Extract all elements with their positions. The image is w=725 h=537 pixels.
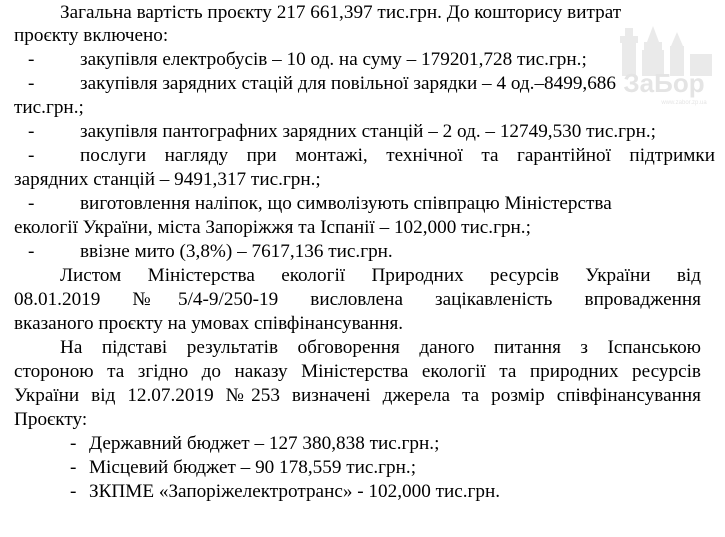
- cost-item-2-continued: тис.грн.;: [14, 97, 84, 118]
- list-item-text: Державний бюджет – 127 380,838 тис.грн.;: [89, 433, 440, 454]
- list-dash: -: [28, 193, 35, 214]
- cost-item-5: [14, 193, 701, 216]
- funding-item-1: [14, 433, 701, 456]
- list-item-text: закупівля зарядних стацій для повільної зарядки – 4 од.–8499,686: [80, 73, 616, 94]
- decision-line-4: Проєкту:: [14, 409, 88, 430]
- list-item-text: послуги нагляду при монтажі, технічної та гарантійної підтримки: [80, 145, 715, 166]
- decision-line-1: На підставі результатів обговорення даного питання з Іспанською: [60, 337, 701, 358]
- cost-item-5-continued: екології України, міста Запоріжжя та Іспанії – 102,000 тис.грн.;: [14, 217, 531, 238]
- list-item-text: Місцевий бюджет – 90 178,559 тис.грн.;: [89, 457, 417, 478]
- list-dash: -: [28, 49, 35, 70]
- cost-item-1: [14, 49, 701, 72]
- list-item-text: закупівля пантографних зарядних станцій – 2 од. – 12749,530 тис.грн.;: [80, 121, 656, 142]
- cost-item-4-continued: зарядних станцій – 9491,317 тис.грн.;: [14, 169, 321, 190]
- cost-item-6: [14, 241, 701, 264]
- intro-line-1: Загальна вартість проєкту 217 661,397 тис.грн. До кошторису витрат: [60, 2, 622, 23]
- letter-line-2: 08.01.2019 №5/4-9/250-19 висловлена зацікавленість впровадження: [14, 289, 701, 310]
- cost-item-2: [14, 73, 701, 96]
- letter-line-3: вказаного проєкту на умовах співфінансування.: [14, 313, 404, 334]
- cost-item-3: [14, 121, 701, 144]
- list-item-text: закупівля електробусів – 10 од. на суму – 179201,728 тис.грн.;: [80, 49, 587, 70]
- funding-item-3: [14, 481, 701, 504]
- list-dash: -: [28, 121, 35, 142]
- list-item-text: ввізне мито (3,8%) – 7617,136 тис.грн.: [80, 241, 393, 262]
- list-dash: -: [70, 457, 77, 478]
- list-dash: -: [28, 241, 35, 262]
- cost-item-4: [14, 145, 715, 168]
- funding-item-2: [14, 457, 701, 480]
- decision-line-3: України від 12.07.2019 №253 визначені джерела та розмір співфінансування: [14, 385, 701, 406]
- list-dash: -: [70, 481, 77, 502]
- watermark-logo-text: ЗаБор: [623, 68, 705, 98]
- site-watermark-logo: [612, 20, 720, 108]
- intro-line-2: проєкту включено:: [14, 25, 169, 46]
- decision-line-2: стороною та згідно до наказу Міністерства екології та природних ресурсів: [14, 361, 701, 382]
- letter-line-1: Листом Міністерства екології Природних ресурсів України від: [60, 265, 701, 286]
- list-dash: -: [70, 433, 77, 454]
- watermark-site-text: www.zabor.zp.ua: [661, 100, 707, 106]
- list-dash: -: [28, 73, 35, 94]
- list-dash: -: [28, 145, 35, 166]
- list-item-text: виготовлення наліпок, що символізують співпрацю Міністерства: [80, 193, 612, 214]
- list-item-text: ЗКПМЕ «Запоріжелектротранс» - 102,000 тис.грн.: [89, 481, 501, 502]
